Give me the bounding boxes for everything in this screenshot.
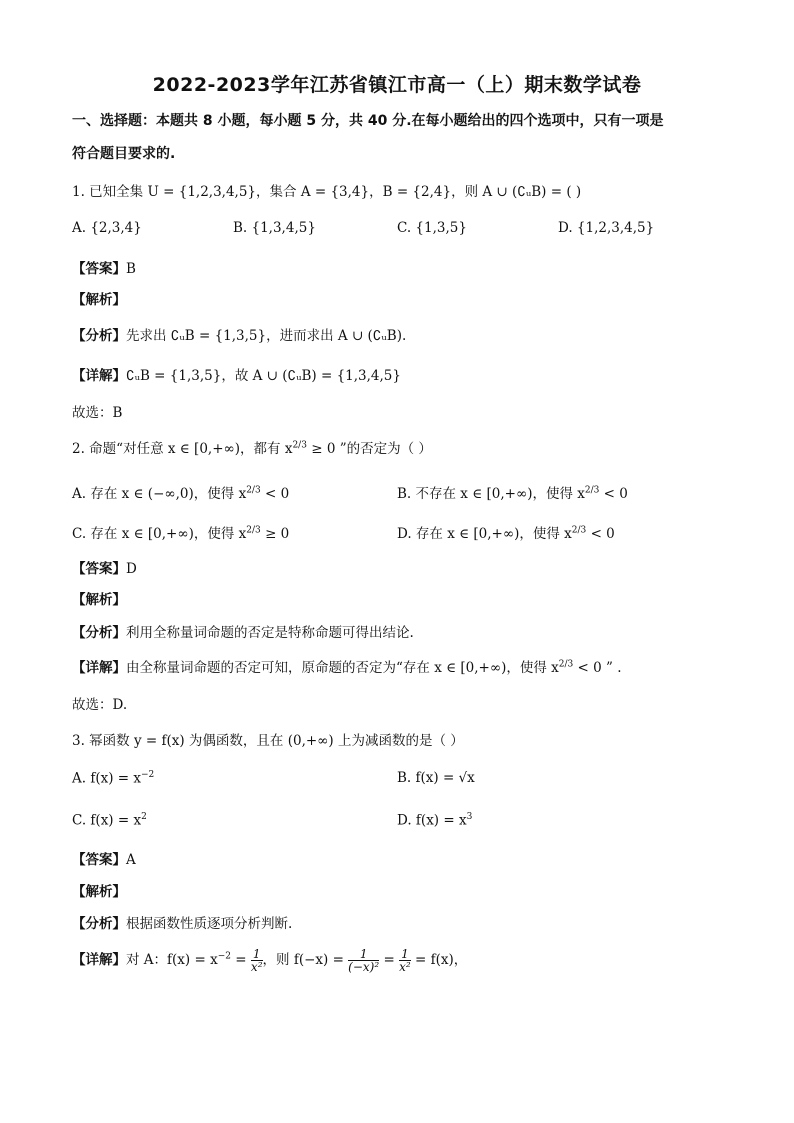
q3-option-b: B. f(x) = √x: [397, 770, 475, 786]
fraction-numerator: 1: [252, 947, 261, 961]
q3-option-a: [72, 770, 154, 787]
q3-option-c: [72, 812, 147, 829]
q2-xiangjie-post: < 0 ” .: [573, 660, 622, 676]
q3-a-pre: A. f(x) = x: [72, 770, 141, 787]
q1-option-c: C. {1,3,5}: [397, 220, 467, 236]
q3-xiangjie-line: [72, 948, 467, 973]
q2-d-exp: 2/3: [571, 525, 587, 536]
q2-stem: [72, 437, 432, 457]
fraction-denominator: x²: [250, 960, 263, 974]
q2-fenxi-line: [72, 621, 414, 641]
fraction: [348, 948, 379, 973]
q1-xiangjie-line: [72, 364, 401, 384]
q3-d-exp: 3: [466, 812, 473, 822]
q2-option-c: [72, 522, 289, 542]
page-title: 2022-2023学年江苏省镇江市高一（上）期末数学试卷: [152, 74, 642, 96]
q2-a-post: < 0: [260, 486, 290, 502]
fraction-denominator: x²: [399, 960, 411, 974]
fenxi-label: 【分析】: [72, 328, 126, 344]
q1-option-b: B. {1,3,4,5}: [233, 220, 316, 236]
q1-analysis-label: [72, 288, 126, 308]
xiangjie-label: 【详解】: [72, 368, 126, 384]
fraction-numerator: 1: [401, 947, 409, 961]
q1-answer-line: [72, 257, 136, 277]
q3-xiangjie-mid: =: [230, 952, 251, 968]
section-heading-cont: 符合题目要求的.: [72, 146, 176, 162]
q1-stem: 1. 已知全集 U = {1,2,3,4,5}，集合 A = {3,4}，B = {2,4}，则 A ∪ (∁ᵤB) = ( ): [72, 184, 582, 200]
q2-select: D.: [112, 697, 128, 713]
q3-option-d: [397, 812, 472, 829]
q2-stem-pre: 2. 命题“对任意 x ∈ [0,+∞)，都有 x: [72, 441, 293, 457]
q3-xiangjie-mid3: =: [379, 952, 400, 968]
q1-xiangjie: ∁ᵤB = {1,3,5}，故 A ∪ (∁ᵤB) = {1,3,4,5}: [126, 368, 401, 384]
fenxi-label: 【分析】: [72, 916, 126, 932]
q3-xiangjie-end: = f(x)，: [410, 952, 468, 968]
q3-analysis-label: [72, 880, 126, 900]
answer-label: 【答案】: [72, 561, 126, 577]
fenxi-label: 【分析】: [72, 625, 126, 641]
q2-b-post: < 0: [599, 486, 628, 502]
q2-a-exp: 2/3: [246, 485, 261, 496]
q2-b-pre: B. 不存在 x ∈ [0,+∞)，使得 x: [397, 486, 585, 502]
xiangjie-label: 【详解】: [72, 952, 126, 968]
q3-xiangjie-mid2: ，则 f(−x) =: [262, 952, 349, 968]
q1-fenxi: 先求出 ∁ᵤB = {1,3,5}，进而求出 A ∪ (∁ᵤB).: [126, 328, 407, 344]
q3-fenxi-line: [72, 912, 292, 932]
q2-xiangjie-exp: 2/3: [558, 659, 574, 670]
fraction: [399, 948, 411, 973]
q2-a-pre: A. 存在 x ∈ (−∞,0)，使得 x: [72, 486, 247, 502]
q2-c-post: ≥ 0: [260, 526, 290, 542]
q2-option-d: [397, 522, 615, 542]
analysis-label: 【解析】: [72, 292, 126, 308]
q2-c-exp: 2/3: [246, 525, 261, 536]
fraction: [251, 948, 263, 973]
analysis-label: 【解析】: [72, 592, 126, 608]
xiangjie-label: 【详解】: [72, 660, 126, 676]
q1-option-d: D. {1,2,3,4,5}: [558, 220, 655, 236]
q3-answer-line: [72, 848, 136, 868]
q3-c-pre: C. f(x) = x: [72, 812, 142, 829]
q2-d-pre: D. 存在 x ∈ [0,+∞)，使得 x: [397, 526, 572, 542]
q2-fenxi: 利用全称量词命题的否定是特称命题可得出结论.: [126, 625, 414, 641]
select-prefix: 故选：: [72, 697, 113, 713]
q3-a-exp: −2: [140, 770, 155, 780]
q2-analysis-label: [72, 588, 126, 608]
q2-c-pre: C. 存在 x ∈ [0,+∞)，使得 x: [72, 526, 247, 542]
answer-label: 【答案】: [72, 261, 126, 277]
q2-answer: D: [126, 561, 137, 577]
q3-fenxi: 根据函数性质逐项分析判断.: [126, 916, 293, 932]
analysis-label: 【解析】: [72, 884, 126, 900]
q2-stem-exp: 2/3: [292, 440, 307, 451]
q2-xiangjie-line: [72, 656, 622, 676]
q2-xiangjie-pre: 由全称量词命题的否定可知，原命题的否定为“存在 x ∈ [0,+∞)，使得 x: [126, 660, 559, 676]
fraction-numerator: 1: [348, 948, 379, 961]
q1-select-line: [72, 401, 122, 421]
q3-answer: A: [126, 852, 136, 868]
fraction-denominator: (−x)²: [348, 960, 380, 974]
q3-c-exp: 2: [141, 812, 147, 822]
q3-xiangjie-pre: 对 A：f(x) = x: [126, 952, 218, 968]
section-heading: 一、选择题：本题共 8 小题，每小题 5 分，共 40 分.在每小题给出的四个选项中，只有一项是: [72, 113, 664, 129]
q1-select: B: [112, 405, 123, 421]
q2-b-exp: 2/3: [584, 485, 600, 496]
q3-stem: 3. 幂函数 y = f(x) 为偶函数，且在 (0,+∞) 上为减函数的是（ ）: [72, 733, 464, 749]
answer-label: 【答案】: [72, 852, 126, 868]
q3-d-pre: D. f(x) = x: [397, 812, 467, 829]
select-prefix: 故选：: [72, 405, 113, 421]
q1-fenxi-line: [72, 324, 406, 344]
q1-answer: B: [126, 261, 136, 277]
q3-xiangjie-exp: −2: [217, 951, 231, 962]
q2-answer-line: [72, 557, 137, 577]
q2-d-post: < 0: [586, 526, 615, 542]
q2-select-line: [72, 693, 127, 713]
q2-option-b: [397, 482, 628, 502]
q2-option-a: [72, 482, 289, 502]
q2-stem-post: ≥ 0 ”的否定为（ ）: [306, 441, 432, 457]
q1-option-a: A. {2,3,4}: [72, 220, 142, 236]
